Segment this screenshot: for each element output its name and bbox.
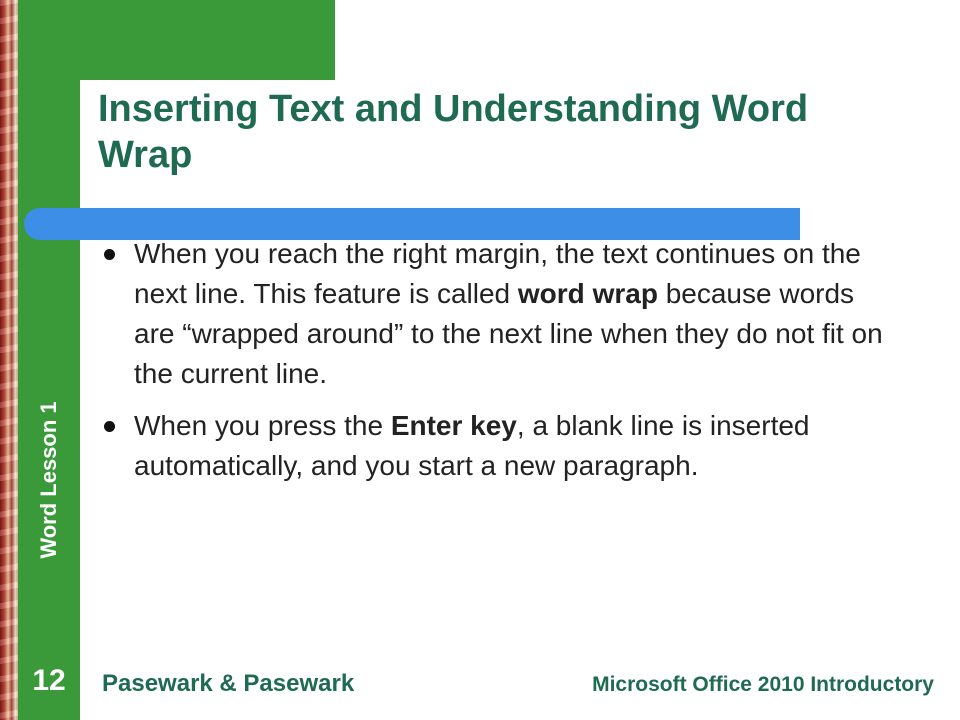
footer-course-title: Microsoft Office 2010 Introductory — [592, 673, 934, 696]
decorative-photo-strip — [0, 0, 18, 720]
green-side-band — [18, 0, 80, 720]
footer-author: Pasewark & Pasewark — [102, 670, 355, 697]
bullet-item — [100, 406, 890, 486]
bullet-bold-term: word wrap — [517, 278, 658, 309]
bullet-dot-icon — [104, 249, 115, 260]
bullet-list — [100, 234, 890, 498]
slide-title: Inserting Text and Understanding Word Wrap — [98, 88, 809, 176]
bullet-dot-icon — [104, 421, 115, 432]
bullet-text-start: When you reach the right margin, the text continues on the next line. This feature is called — [134, 238, 861, 309]
bullet-bold-term: Enter key — [390, 410, 517, 441]
lesson-label: Word Lesson 1 — [36, 401, 61, 559]
slide-number: 12 — [32, 664, 66, 697]
green-corner-block — [18, 0, 335, 80]
bullet-text-end: because words are “wrapped around” to the next line when they do not fit on the current line. — [134, 278, 883, 389]
bullet-item — [100, 234, 890, 394]
bullet-text-end: , a blank line is inserted automatically, and you start a new paragraph. — [134, 410, 810, 481]
bullet-text-start: When you press the — [134, 410, 391, 441]
